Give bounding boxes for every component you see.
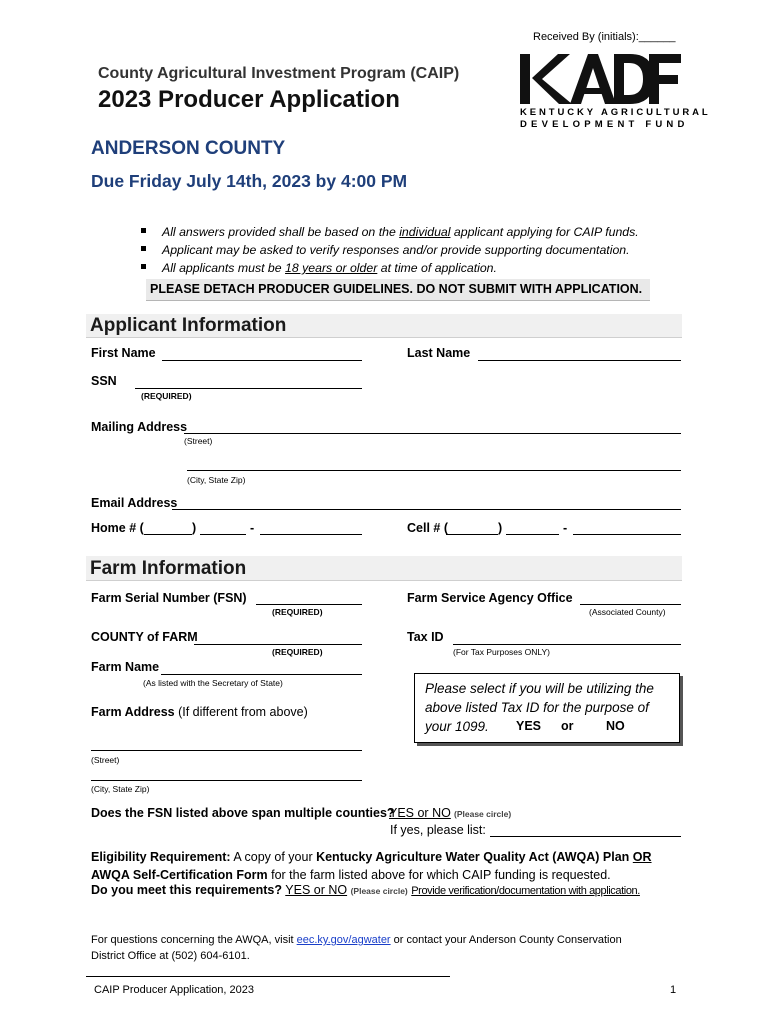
eligibility-question-row — [91, 883, 640, 897]
last-name-label: Last Name — [407, 346, 471, 360]
awqa-questions-text: For questions concerning the AWQA, visit — [91, 934, 297, 946]
applicant-heading-text: Applicant Information — [90, 315, 287, 336]
county-name: ANDERSON COUNTY — [91, 138, 286, 159]
cell-area-code-field[interactable] — [446, 534, 498, 535]
tax-id-yes-option[interactable]: YES — [516, 719, 542, 733]
farm-address-label — [91, 705, 308, 719]
eligibility-self-cert: AWQA Self-Certification Form — [91, 867, 268, 882]
home-prefix-field[interactable] — [200, 534, 246, 535]
county-of-farm-field[interactable] — [194, 644, 362, 645]
farm-address-text: Farm Address — [91, 705, 175, 719]
kadf-logo — [518, 50, 711, 130]
tax-id-1099-box — [414, 673, 680, 743]
kadf-logo-mark — [518, 50, 683, 106]
detach-notice — [146, 279, 650, 301]
bullet-3 — [141, 261, 497, 275]
home-dash: - — [250, 521, 255, 535]
fsn-required-note: (REQUIRED) — [272, 607, 323, 617]
eligibility-yes-no-option[interactable]: YES or NO — [285, 883, 348, 897]
detach-notice-text: PLEASE DETACH PRODUCER GUIDELINES. DO NOT SUBMIT WITH APPLICATION. — [150, 282, 643, 296]
farm-name-field[interactable] — [161, 674, 362, 675]
logo-line-2: DEVELOPMENT FUND — [520, 119, 689, 130]
bullet-text: at time of application. — [377, 261, 497, 275]
received-by: Received By (initials):______ — [533, 31, 676, 43]
tax-id-or: or — [561, 719, 574, 733]
bullet-square-icon — [141, 264, 146, 269]
mailing-street-field[interactable] — [184, 433, 681, 434]
mailing-city-field[interactable] — [187, 470, 681, 471]
farm-address-note: (If different from above) — [174, 705, 308, 719]
if-yes-label: If yes, please list: — [390, 823, 486, 837]
cell-phone-label — [407, 521, 448, 535]
first-name-field[interactable] — [162, 360, 362, 361]
eligibility-or: OR — [632, 850, 652, 864]
tax-id-1099-text — [425, 679, 677, 736]
tax-id-note: (For Tax Purposes ONLY) — [453, 647, 550, 657]
county-of-farm-label: COUNTY of FARM — [91, 630, 198, 644]
fsn-yes-no-option[interactable]: YES or NO — [389, 806, 451, 820]
mailing-address-label: Mailing Address — [91, 420, 188, 434]
farm-city-note: (City, State Zip) — [91, 784, 150, 794]
home-paren-close: ) — [192, 521, 197, 535]
email-label: Email Address — [91, 496, 178, 510]
fsa-office-label: Farm Service Agency Office — [407, 591, 573, 605]
mailing-street-note: (Street) — [184, 436, 213, 446]
bullet-text: All answers provided shall be based on the — [162, 225, 400, 239]
ssn-label: SSN — [91, 374, 117, 388]
footer-rule — [86, 976, 450, 977]
bullet-text: applicant applying for CAIP funds. — [450, 225, 639, 239]
first-name-label: First Name — [91, 346, 156, 360]
bullet-underlined: individual — [399, 225, 451, 239]
email-field[interactable] — [172, 509, 681, 510]
bullet-text: Applicant may be asked to verify responses and/or provide supporting documentation. — [162, 243, 630, 257]
farm-street-field[interactable] — [91, 750, 362, 751]
fsa-county-note: (Associated County) — [589, 607, 666, 617]
awqa-questions-text-2: or contact your Anderson County Conservation — [390, 934, 622, 946]
logo-line-1: KENTUCKY AGRICULTURAL — [520, 107, 711, 118]
awqa-link[interactable]: eec.ky.gov/agwater — [296, 934, 391, 946]
awqa-questions-line-2: District Office at (502) 604-6101. — [91, 950, 250, 962]
eligibility-text-2: for the farm listed above for which CAIP funding is requested. — [267, 867, 611, 882]
cell-number-field[interactable] — [573, 534, 681, 535]
cell-prefix-field[interactable] — [506, 534, 559, 535]
bullet-square-icon — [141, 228, 146, 233]
bullet-text: All applicants must be — [162, 261, 286, 275]
home-phone-label — [91, 521, 144, 535]
last-name-field[interactable] — [478, 360, 681, 361]
eligibility-question: Do you meet this requirements? — [91, 883, 283, 897]
bullet-square-icon — [141, 246, 146, 251]
bullet-1 — [141, 225, 639, 239]
fsn-field[interactable] — [256, 604, 362, 605]
eligibility-awqa-plan: Kentucky Agriculture Water Quality Act (AWQA) Plan — [316, 850, 633, 864]
farm-section-heading — [86, 556, 682, 581]
due-date: Due Friday July 14th, 2023 by 4:00 PM — [91, 171, 408, 191]
tax-id-1099-prompt: Please select if you will be utilizing the above listed Tax ID for the purpose of your 1099. — [425, 681, 654, 734]
bullet-2 — [141, 243, 630, 257]
cell-paren-close: ) — [498, 521, 503, 535]
farm-name-note: (As listed with the Secretary of State) — [143, 678, 283, 688]
ssn-required-note: (REQUIRED) — [141, 391, 192, 401]
eligibility-text: A copy of your — [230, 850, 317, 864]
cell-phone-text: Cell # ( — [407, 521, 448, 535]
fsn-multiple-counties-question: Does the FSN listed above span multiple counties? — [91, 806, 395, 820]
tax-id-label: Tax ID — [407, 630, 444, 644]
page-number: 1 — [670, 984, 677, 996]
home-area-code-field[interactable] — [144, 534, 192, 535]
applicant-section-heading — [86, 314, 682, 338]
fsa-office-field[interactable] — [580, 604, 681, 605]
cell-dash: - — [563, 521, 568, 535]
farm-city-field[interactable] — [91, 780, 362, 781]
tax-id-no-option[interactable]: NO — [606, 719, 625, 733]
home-phone-text: Home # ( — [91, 521, 144, 535]
awqa-questions — [91, 932, 622, 964]
ssn-field[interactable] — [135, 388, 362, 389]
eligibility-label: Eligibility Requirement: — [91, 850, 231, 864]
footer-title: CAIP Producer Application, 2023 — [94, 984, 255, 996]
eligibility-provide-note: Provide verification/documentation with application. — [411, 885, 640, 897]
program-title: County Agricultural Investment Program (CAIP) — [98, 65, 460, 82]
home-number-field[interactable] — [260, 534, 362, 535]
farm-heading-text: Farm Information — [90, 558, 247, 579]
eligibility-please-circle: (Please circle) — [350, 886, 408, 896]
farm-street-note: (Street) — [91, 755, 120, 765]
tax-id-field[interactable] — [453, 644, 681, 645]
bullet-underlined: 18 years or older — [285, 261, 378, 275]
if-yes-field[interactable] — [490, 836, 681, 837]
mailing-city-note: (City, State Zip) — [187, 475, 246, 485]
fsn-please-circle: (Please circle) — [454, 809, 512, 819]
county-required-note: (REQUIRED) — [272, 647, 323, 657]
app-title: 2023 Producer Application — [98, 86, 400, 113]
eligibility-requirement — [91, 849, 691, 884]
fsn-label: Farm Serial Number (FSN) — [91, 591, 247, 605]
farm-name-label: Farm Name — [91, 660, 160, 674]
